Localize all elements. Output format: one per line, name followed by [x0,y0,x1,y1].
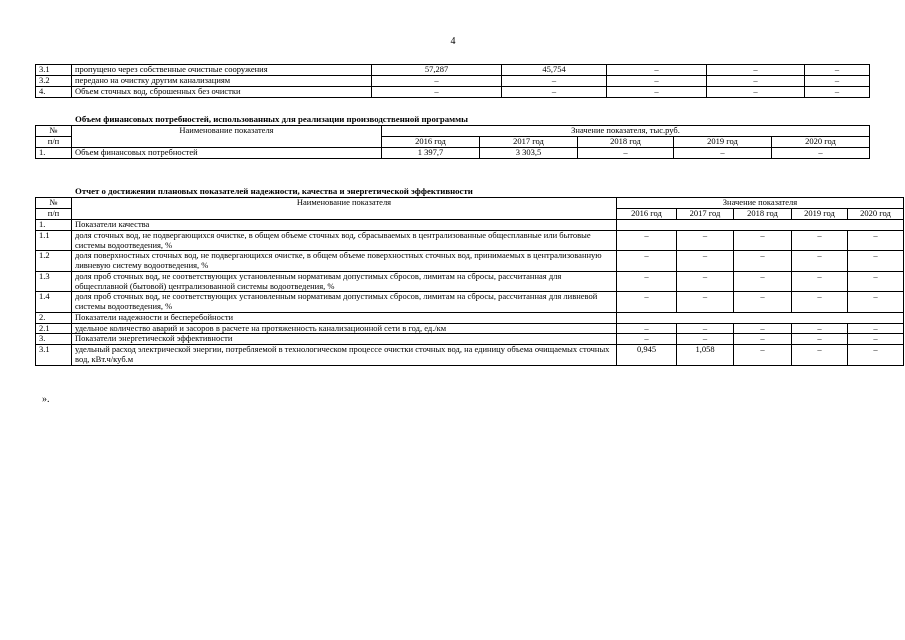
row-name: Объем сточных вод, сброшенных без очистки [72,87,372,98]
closing-quote: ». [42,394,50,405]
row-num: 3.1 [36,65,72,76]
row-name: Показатели надежности и бесперебойности [72,312,617,323]
row-name: доля проб сточных вод, не соответствующих установленным нормативам допустимых сбросов, лимитам на сбросы, рассчитанная для общесплавной (бытовой) централизованной системы водоотведения, % [72,271,617,292]
row-value-2020: – [805,65,870,76]
row-name: доля сточных вод, не подвергающихся очистке, в общем объеме сточных вод, сбрасываемых в централизованные общесплавные или бытовые системы водоотведения, % [72,230,617,251]
row-value-2016: 1 397,7 [382,148,480,159]
row-value-2018: – [734,230,792,251]
row-value-2018: – [734,334,792,345]
header-year: 2016 год [617,209,677,220]
row-value-2017: – [677,230,734,251]
row-value-2017: – [677,251,734,272]
row-value-2016: 0,945 [617,345,677,366]
row-value-2017: – [677,292,734,313]
row-name: Объем финансовых потребностей [72,148,382,159]
row-value-2016: – [617,271,677,292]
header-name: Наименование показателя [72,126,382,148]
header-year: 2018 год [734,209,792,220]
row-value-2019: – [792,271,848,292]
header-name: Наименование показателя [72,198,617,220]
table-row [36,334,904,345]
row-value-2020: – [848,251,904,272]
table-row [36,251,904,272]
header-num: № [36,198,72,209]
row-value-2020: – [848,345,904,366]
row-value-2018: – [607,65,707,76]
row-num: 1.3 [36,271,72,292]
page-number: 4 [450,36,456,47]
row-name: пропущено через собственные очистные сооружения [72,65,372,76]
row-num: 1.1 [36,230,72,251]
row-value-2018: – [607,87,707,98]
row-value-2016: – [617,251,677,272]
row-name: удельный расход электрической энергии, потребляемой в технологическом процессе очистки сточных вод, на единицу объема очищаемых сточных вод, кВт.ч/куб.м [72,345,617,366]
financial-table-title: Объем финансовых потребностей, использованных для реализации производственной программы [75,114,468,124]
row-value-2017: – [502,76,607,87]
row-name: доля поверхностных сточных вод, не подвергающихся очистке, в общем объеме поверхностных сточных вод, принимаемых в централизованную ливневую систему водоотведения, % [72,251,617,272]
row-value-2019: – [792,230,848,251]
row-value-2020: – [805,76,870,87]
row-value-2018: – [607,76,707,87]
row-value-2019: – [707,87,805,98]
table-financial-needs [35,125,870,159]
row-value-2020: – [848,230,904,251]
row-value-2016: – [372,87,502,98]
row-value-2016: – [617,230,677,251]
header-year: 2018 год [578,137,674,148]
row-num: 2.1 [36,323,72,334]
row-num: 1. [36,220,72,231]
row-value-2019: – [792,251,848,272]
row-value-2017: – [677,323,734,334]
row-value-2017: – [677,334,734,345]
row-name: удельное количество аварий и засоров в расчете на протяженность канализационной сети в год, ед./км [72,323,617,334]
row-name: Показатели энергетической эффективности [72,334,617,345]
table-wastewater-volume [35,64,870,98]
row-num: 3. [36,334,72,345]
section-row [36,220,904,231]
row-value-2018: – [734,271,792,292]
row-value-2020: – [848,323,904,334]
row-value-2016: – [617,323,677,334]
row-value-2019: – [707,65,805,76]
row-value-2017: – [677,271,734,292]
table-performance-indicators [35,197,904,366]
table-row [36,271,904,292]
table-row [36,292,904,313]
header-value: Значение показателя [617,198,904,209]
row-value-2020: – [772,148,870,159]
row-value-2019: – [792,323,848,334]
row-value-2019: – [792,345,848,366]
table-row [36,323,904,334]
indicators-table-title: Отчет о достижении плановых показателей надежности, качества и энергетической эффективности [75,186,473,196]
row-value-2019: – [707,76,805,87]
row-num: 1.4 [36,292,72,313]
row-num: 2. [36,312,72,323]
row-value-2018: – [734,323,792,334]
header-num-pp: п/п [36,137,72,148]
table-row [36,87,870,98]
row-value-2016: – [617,334,677,345]
header-year: 2016 год [382,137,480,148]
row-value-2017: 3 303,5 [480,148,578,159]
section-empty-cell [617,220,904,231]
header-year: 2017 год [480,137,578,148]
row-value-2020: – [848,271,904,292]
row-num: 4. [36,87,72,98]
header-year: 2019 год [792,209,848,220]
row-value-2018: – [578,148,674,159]
row-value-2018: – [734,251,792,272]
header-num-pp: п/п [36,209,72,220]
row-num: 1.2 [36,251,72,272]
section-empty-cell [617,312,904,323]
row-value-2016: 57,287 [372,65,502,76]
section-row [36,312,904,323]
row-value-2017: – [502,87,607,98]
row-value-2020: – [805,87,870,98]
row-value-2020: – [848,334,904,345]
row-value-2017: 1,058 [677,345,734,366]
row-value-2019: – [674,148,772,159]
table-row [36,230,904,251]
table-row [36,65,870,76]
row-value-2017: 45,754 [502,65,607,76]
row-value-2019: – [792,334,848,345]
table-row [36,76,870,87]
row-value-2016: – [372,76,502,87]
row-value-2016: – [617,292,677,313]
row-name: доля проб сточных вод, не соответствующих установленным нормативам допустимых сбросов, лимитам на сбросы, рассчитанная для ливневой системы водоотведения, % [72,292,617,313]
row-name: Показатели качества [72,220,617,231]
header-year: 2020 год [772,137,870,148]
header-year: 2017 год [677,209,734,220]
header-year: 2020 год [848,209,904,220]
row-value-2019: – [792,292,848,313]
row-value-2018: – [734,292,792,313]
row-num: 3.1 [36,345,72,366]
header-num: № [36,126,72,137]
row-value-2020: – [848,292,904,313]
header-value: Значение показателя, тыс.руб. [382,126,870,137]
row-num: 1. [36,148,72,159]
row-num: 3.2 [36,76,72,87]
row-name: передано на очистку другим канализациям [72,76,372,87]
table-row [36,345,904,366]
row-value-2018: – [734,345,792,366]
header-year: 2019 год [674,137,772,148]
